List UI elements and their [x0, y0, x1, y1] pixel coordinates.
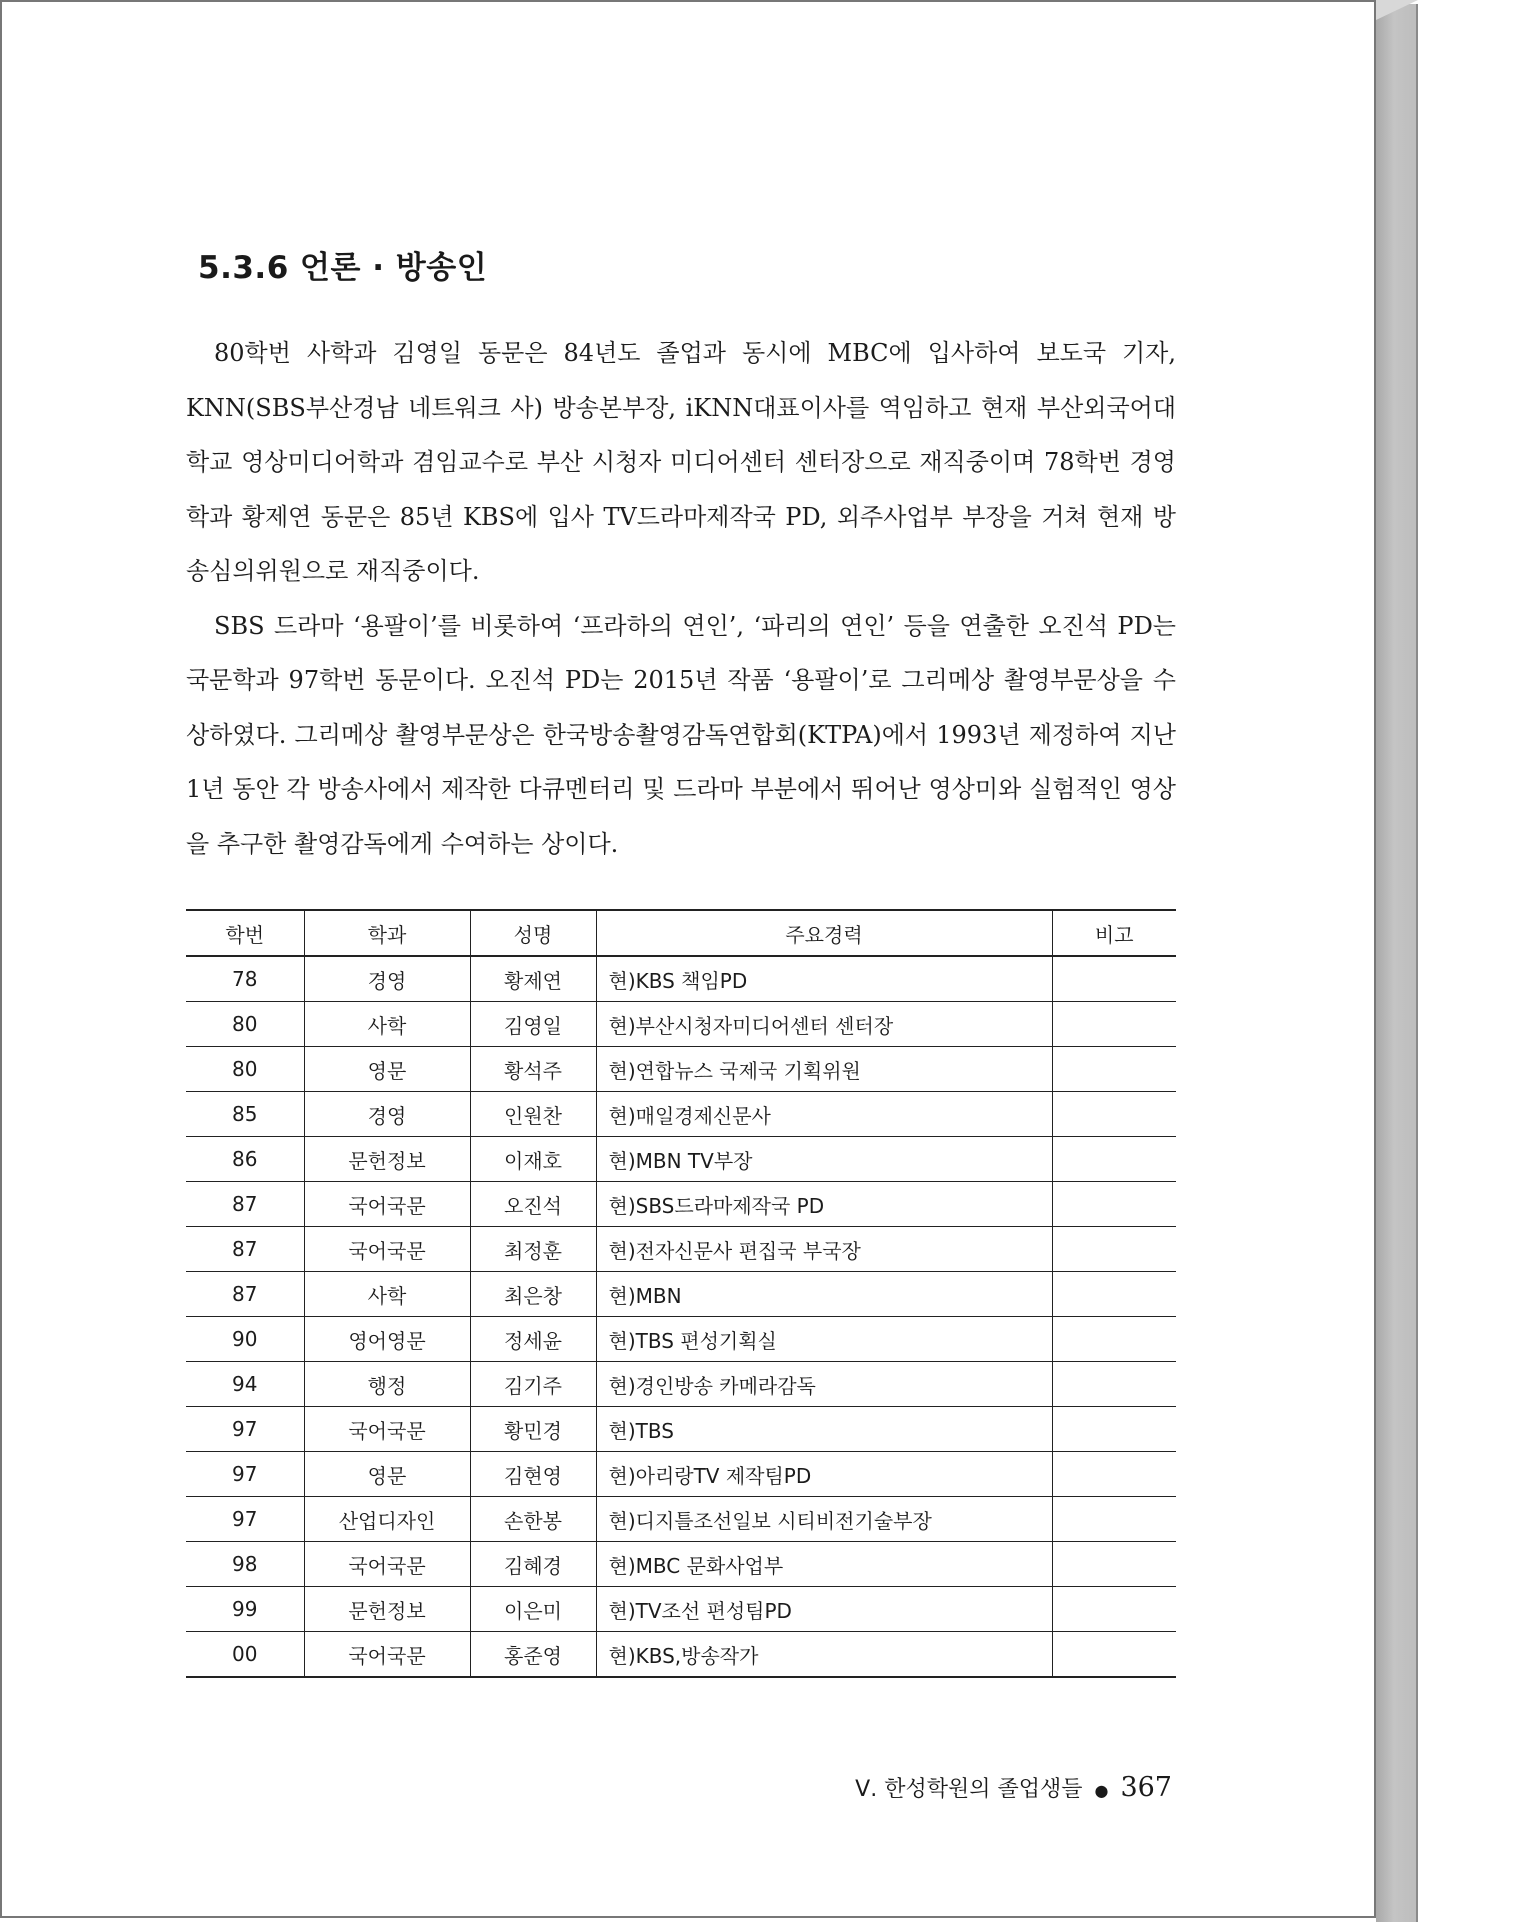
- cell-department: 문헌정보: [304, 1137, 470, 1182]
- cell-career: 현)디지틀조선일보 시티비전기술부장: [596, 1497, 1052, 1542]
- cell-career: 현)부산시청자미디어센터 센터장: [596, 1002, 1052, 1047]
- cell-note: [1052, 1137, 1176, 1182]
- cell-note: [1052, 1227, 1176, 1272]
- cell-note: [1052, 1407, 1176, 1452]
- table-row: [186, 1182, 1176, 1227]
- cell-year: 80: [186, 1002, 304, 1047]
- page-footer: [855, 1772, 1172, 1803]
- cell-year: 86: [186, 1137, 304, 1182]
- table-row: [186, 1227, 1176, 1272]
- cell-career: 현)경인방송 카메라감독: [596, 1362, 1052, 1407]
- cell-career: 현)매일경제신문사: [596, 1092, 1052, 1137]
- cell-name: 홍준영: [470, 1632, 596, 1678]
- header-name: 성명: [470, 910, 596, 956]
- table-body: [186, 956, 1176, 1677]
- cell-name: 손한봉: [470, 1497, 596, 1542]
- cell-department: 경영: [304, 956, 470, 1002]
- cell-name: 김기주: [470, 1362, 596, 1407]
- cell-department: 사학: [304, 1002, 470, 1047]
- page-stack-corner: [1376, 0, 1418, 20]
- table-row: [186, 1407, 1176, 1452]
- cell-career: 현)MBN: [596, 1272, 1052, 1317]
- cell-name: 최정훈: [470, 1227, 596, 1272]
- cell-name: 김영일: [470, 1002, 596, 1047]
- table-header-row: [186, 910, 1176, 956]
- header-note: 비고: [1052, 910, 1176, 956]
- section-title: 5.3.6 언론 · 방송인: [198, 250, 488, 286]
- page-stack-edge: [1376, 4, 1418, 1922]
- cell-department: 사학: [304, 1272, 470, 1317]
- cell-name: 이재호: [470, 1137, 596, 1182]
- table-row: [186, 1092, 1176, 1137]
- cell-note: [1052, 1182, 1176, 1227]
- cell-year: 87: [186, 1182, 304, 1227]
- cell-name: 김현영: [470, 1452, 596, 1497]
- page-number: 367: [1120, 1772, 1172, 1803]
- table-row: [186, 1452, 1176, 1497]
- cell-department: 국어국문: [304, 1227, 470, 1272]
- cell-year: 90: [186, 1317, 304, 1362]
- cell-year: 85: [186, 1092, 304, 1137]
- cell-career: 현)TV조선 편성팀PD: [596, 1587, 1052, 1632]
- cell-career: 현)TBS 편성기획실: [596, 1317, 1052, 1362]
- cell-note: [1052, 1542, 1176, 1587]
- cell-year: 94: [186, 1362, 304, 1407]
- cell-year: 00: [186, 1632, 304, 1678]
- cell-year: 78: [186, 956, 304, 1002]
- cell-career: 현)SBS드라마제작국 PD: [596, 1182, 1052, 1227]
- cell-year: 97: [186, 1497, 304, 1542]
- cell-department: 국어국문: [304, 1542, 470, 1587]
- cell-department: 행정: [304, 1362, 470, 1407]
- cell-year: 99: [186, 1587, 304, 1632]
- table-row: [186, 1587, 1176, 1632]
- cell-note: [1052, 1632, 1176, 1678]
- paragraph: SBS 드라마 ‘용팔이’를 비롯하여 ‘프라하의 연인’, ‘파리의 연인’ 등을 연출한 오진석 PD는 국문학과 97학번 동문이다. 오진석 PD는 2015년 작품 ‘용팔이’로 그리메상 촬영부문상을 수상하였다. 그리메상 촬영부문상은 한국방송촬영감독연합회(KTPA)에서 1993년 제정하여 지난 1년 동안 각 방송사에서 제작한 다큐멘터리 및 드라마 부분에서 뛰어난 영상미와 실험적인 영상을 추구한 촬영감독에게 수여하는 상이다.: [186, 611, 1176, 858]
- cell-career: 현)아리랑TV 제작팀PD: [596, 1452, 1052, 1497]
- cell-name: 황민경: [470, 1407, 596, 1452]
- header-career: 주요경력: [596, 910, 1052, 956]
- chapter-title: Ⅴ. 한성학원의 졸업생들: [855, 1777, 1083, 1802]
- bullet-icon: ●: [1094, 1781, 1109, 1800]
- cell-note: [1052, 1362, 1176, 1407]
- cell-department: 영어영문: [304, 1317, 470, 1362]
- cell-year: 80: [186, 1047, 304, 1092]
- cell-year: 97: [186, 1452, 304, 1497]
- table-row: [186, 956, 1176, 1002]
- cell-career: 현)KBS 책임PD: [596, 956, 1052, 1002]
- cell-department: 산업디자인: [304, 1497, 470, 1542]
- cell-career: 현)KBS,방송작가: [596, 1632, 1052, 1678]
- cell-department: 국어국문: [304, 1632, 470, 1678]
- cell-career: 현)MBN TV부장: [596, 1137, 1052, 1182]
- cell-note: [1052, 1272, 1176, 1317]
- cell-name: 황제연: [470, 956, 596, 1002]
- cell-department: 국어국문: [304, 1182, 470, 1227]
- cell-year: 97: [186, 1407, 304, 1452]
- cell-career: 현)전자신문사 편집국 부국장: [596, 1227, 1052, 1272]
- cell-department: 영문: [304, 1452, 470, 1497]
- table-row: [186, 1047, 1176, 1092]
- cell-name: 인원찬: [470, 1092, 596, 1137]
- cell-note: [1052, 1452, 1176, 1497]
- cell-name: 황석주: [470, 1047, 596, 1092]
- table-row: [186, 1272, 1176, 1317]
- cell-name: 최은창: [470, 1272, 596, 1317]
- body-text: [186, 326, 1176, 871]
- cell-department: 국어국문: [304, 1407, 470, 1452]
- cell-note: [1052, 956, 1176, 1002]
- cell-department: 영문: [304, 1047, 470, 1092]
- cell-note: [1052, 1497, 1176, 1542]
- header-department: 학과: [304, 910, 470, 956]
- cell-year: 87: [186, 1272, 304, 1317]
- cell-department: 문헌정보: [304, 1587, 470, 1632]
- cell-note: [1052, 1047, 1176, 1092]
- cell-year: 87: [186, 1227, 304, 1272]
- table-row: [186, 1497, 1176, 1542]
- table-row: [186, 1542, 1176, 1587]
- cell-name: 이은미: [470, 1587, 596, 1632]
- cell-note: [1052, 1092, 1176, 1137]
- cell-career: 현)MBC 문화사업부: [596, 1542, 1052, 1587]
- table-row: [186, 1002, 1176, 1047]
- paragraph: 80학번 사학과 김영일 동문은 84년도 졸업과 동시에 MBC에 입사하여 보도국 기자, KNN(SBS부산경남 네트워크 사) 방송본부장, iKNN대표이사를 역임하고 현재 부산외국어대학교 영상미디어학과 겸임교수로 부산 시청자 미디어센터 센터장으로 재직중이며 78학번 경영학과 황제연 동문은 85년 KBS에 입사 TV드라마제작국 PD, 외주사업부 부장을 거쳐 현재 방송심의위원으로 재직중이다.: [186, 339, 1176, 585]
- cell-note: [1052, 1002, 1176, 1047]
- header-year: 학번: [186, 910, 304, 956]
- cell-note: [1052, 1587, 1176, 1632]
- table-row: [186, 1362, 1176, 1407]
- cell-career: 현)연합뉴스 국제국 기획위원: [596, 1047, 1052, 1092]
- cell-name: 김혜경: [470, 1542, 596, 1587]
- cell-name: 정세윤: [470, 1317, 596, 1362]
- graduates-table: [186, 909, 1176, 1678]
- cell-year: 98: [186, 1542, 304, 1587]
- cell-department: 경영: [304, 1092, 470, 1137]
- cell-career: 현)TBS: [596, 1407, 1052, 1452]
- table-row: [186, 1137, 1176, 1182]
- table-row: [186, 1317, 1176, 1362]
- cell-name: 오진석: [470, 1182, 596, 1227]
- cell-note: [1052, 1317, 1176, 1362]
- table-row: [186, 1632, 1176, 1678]
